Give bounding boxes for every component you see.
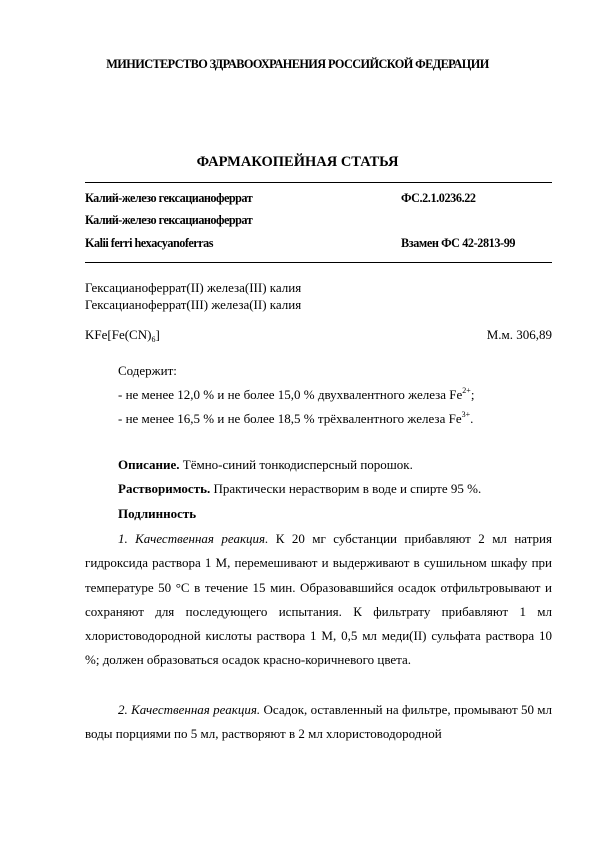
- header-top-rule: [85, 182, 552, 183]
- header-bottom-rule: [85, 262, 552, 263]
- chemical-formula: $KFe[Fe(CN)_6]$: [85, 327, 160, 344]
- ministry-heading: МИНИСТЕРСТВО ЗДРАВООХРАНЕНИЯ РОССИЙСКОЙ ФЕДЕРАЦИИ: [106, 57, 489, 71]
- replaces-note: Взамен ФС 42-2813-99: [401, 236, 516, 250]
- substance-name-ru-2: Калий-железо гексацианоферрат: [85, 213, 253, 227]
- synonym-2: Гексацианоферрат(III) железа(II) калия: [85, 297, 302, 312]
- content-line-1: - не менее 12,0 % и не более 15,0 % двухвалентного железа $Fe^{2+}$;: [118, 386, 475, 402]
- article-code: ФС.2.1.0236.22: [401, 191, 476, 205]
- solubility-line: Растворимость. Практически нерастворим в воде и спирте 95 %.: [118, 481, 482, 496]
- content-heading: Содержит:: [118, 363, 177, 378]
- article-title: ФАРМАКОПЕЙНАЯ СТАТЬЯ: [196, 154, 399, 170]
- synonym-1: Гексацианоферрат(II) железа(III) калия: [85, 280, 302, 295]
- identity-test-1: 1. Качественная реакция. К 20 мг субстанции прибавляют 2 мл натрия гидроксида раствора 1 М, перемешивают и выдерживают в сушильном шкафу при температуре 50 °С в течение 15 мин. Образовавшийся осадок отфильтровывают и сохраняют для последующего испытания. К фильтрату прибавляют 1 мл хлористоводородной кислоты раствора 1 М, 0,5 мл меди(II) сульфата раствора 10 %; должен образоваться осадок красно-коричневого цвета.: [85, 531, 552, 668]
- molar-mass: М.м. 306,89: [486, 327, 552, 342]
- content-line-2: - не менее 16,5 % и не более 18,5 % трёхвалентного железа $Fe^{3+}$.: [118, 410, 474, 426]
- substance-name-ru: Калий-железо гексацианоферрат: [85, 191, 253, 205]
- identity-test-2: 2. Качественная реакция. Осадок, оставленный на фильтре, промывают 50 мл воды порциями по 5 мл, растворяют в 2 мл хлористоводородной: [85, 702, 553, 742]
- description-line: Описание. Тёмно-синий тонкодисперсный порошок.: [118, 457, 413, 472]
- identity-heading: Подлинность: [118, 506, 197, 521]
- substance-name-lat: Kalii ferri hexacyanoferras: [85, 236, 213, 250]
